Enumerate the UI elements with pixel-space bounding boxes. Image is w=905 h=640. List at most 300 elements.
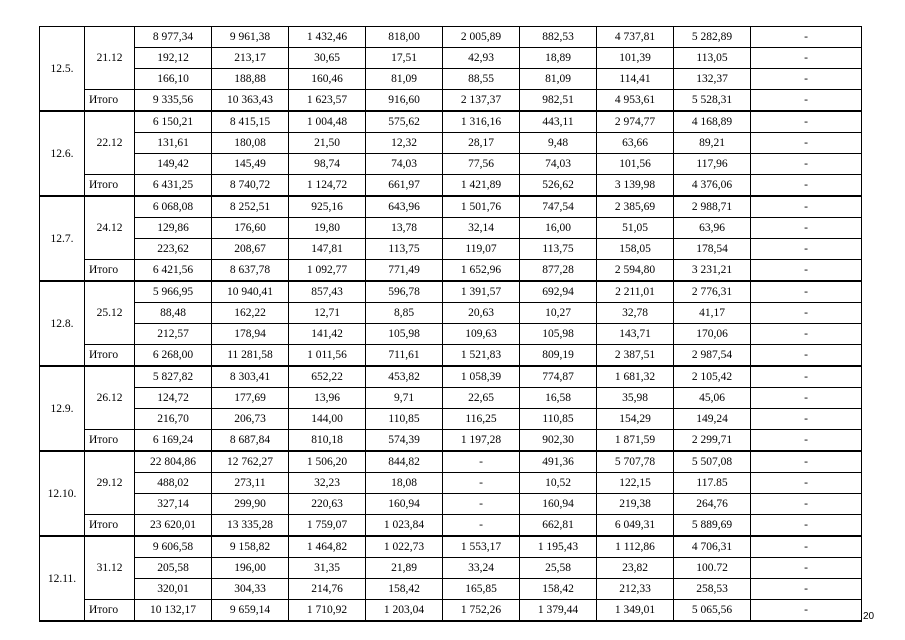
total-cell: 1 871,59 — [597, 430, 674, 452]
table-cell: 165,85 — [443, 579, 520, 600]
row-date: 29.12 — [85, 451, 135, 515]
table-cell: 98,74 — [289, 154, 366, 175]
table-cell: 1 464,82 — [289, 536, 366, 558]
table-cell: 88,48 — [135, 303, 212, 324]
total-cell: 1 023,84 — [366, 515, 443, 537]
total-cell: 4 376,06 — [674, 175, 751, 197]
table-row — [40, 473, 862, 494]
table-cell: 149,42 — [135, 154, 212, 175]
section-number: 12.11. — [40, 536, 85, 621]
table-cell: 32,14 — [443, 218, 520, 239]
total-cell: 1 124,72 — [289, 175, 366, 197]
table-cell: 110,85 — [520, 409, 597, 430]
table-cell: 114,41 — [597, 69, 674, 90]
table-cell: 23,82 — [597, 558, 674, 579]
table-cell: 264,76 — [674, 494, 751, 515]
table-cell: 299,90 — [212, 494, 289, 515]
table-cell: 19,80 — [289, 218, 366, 239]
table-row — [40, 409, 862, 430]
total-cell: 809,19 — [520, 345, 597, 367]
total-cell: 5 528,31 — [674, 90, 751, 112]
table-cell: 145,49 — [212, 154, 289, 175]
total-cell: 877,28 — [520, 260, 597, 282]
table-row — [40, 324, 862, 345]
section-number: 12.9. — [40, 366, 85, 451]
table-row — [40, 281, 862, 303]
total-cell: 1 092,77 — [289, 260, 366, 282]
data-table — [39, 26, 862, 622]
total-cell: 8 687,84 — [212, 430, 289, 452]
table-cell: 166,10 — [135, 69, 212, 90]
table-cell: 170,06 — [674, 324, 751, 345]
table-cell: 178,94 — [212, 324, 289, 345]
table-cell: 149,24 — [674, 409, 751, 430]
total-cell: - — [751, 260, 862, 282]
total-cell: 1 710,92 — [289, 600, 366, 622]
table-cell: 10,27 — [520, 303, 597, 324]
table-cell: - — [751, 196, 862, 218]
table-cell: 9,48 — [520, 133, 597, 154]
table-cell: 220,63 — [289, 494, 366, 515]
total-cell: 1 759,07 — [289, 515, 366, 537]
table-cell: 32,23 — [289, 473, 366, 494]
total-cell: - — [751, 430, 862, 452]
table-cell: - — [443, 494, 520, 515]
table-cell: 5 827,82 — [135, 366, 212, 388]
table-cell: 113,05 — [674, 48, 751, 69]
total-cell: 1 197,28 — [443, 430, 520, 452]
table-cell: 4 737,81 — [597, 27, 674, 48]
table-cell: 205,58 — [135, 558, 212, 579]
table-cell: 8 977,34 — [135, 27, 212, 48]
section-number: 12.8. — [40, 281, 85, 366]
table-cell: - — [751, 303, 862, 324]
total-cell: 2 594,80 — [597, 260, 674, 282]
table-cell: 213,17 — [212, 48, 289, 69]
table-cell: 13,78 — [366, 218, 443, 239]
table-cell: 747,54 — [520, 196, 597, 218]
table-cell: 28,17 — [443, 133, 520, 154]
table-cell: 20,63 — [443, 303, 520, 324]
table-cell: - — [751, 579, 862, 600]
table-cell: 4 706,31 — [674, 536, 751, 558]
table-row — [40, 303, 862, 324]
row-date: 21.12 — [85, 27, 135, 90]
table-cell: - — [751, 111, 862, 133]
total-cell: - — [443, 515, 520, 537]
table-row — [40, 196, 862, 218]
table-cell: 117.85 — [674, 473, 751, 494]
total-cell: 10 132,17 — [135, 600, 212, 622]
section-number: 12.6. — [40, 111, 85, 196]
table-row — [40, 218, 862, 239]
table-cell: 925,16 — [289, 196, 366, 218]
table-cell: 320,01 — [135, 579, 212, 600]
total-cell: 4 953,61 — [597, 90, 674, 112]
table-cell: 273,11 — [212, 473, 289, 494]
table-cell: 160,94 — [520, 494, 597, 515]
total-cell: 6 049,31 — [597, 515, 674, 537]
table-cell: 1 058,39 — [443, 366, 520, 388]
table-row — [40, 27, 862, 48]
table-cell: - — [751, 473, 862, 494]
total-row — [40, 430, 862, 452]
table-cell: 178,54 — [674, 239, 751, 260]
table-cell: 33,24 — [443, 558, 520, 579]
table-cell: 101,39 — [597, 48, 674, 69]
table-cell: 1 004,48 — [289, 111, 366, 133]
total-cell: 8 740,72 — [212, 175, 289, 197]
table-cell: 258,53 — [674, 579, 751, 600]
table-row — [40, 366, 862, 388]
table-cell: 30,65 — [289, 48, 366, 69]
total-label: Итого — [85, 175, 135, 197]
table-cell: 488,02 — [135, 473, 212, 494]
table-cell: 42,93 — [443, 48, 520, 69]
table-cell: 131,61 — [135, 133, 212, 154]
total-row — [40, 175, 862, 197]
table-row — [40, 154, 862, 175]
total-cell: 662,81 — [520, 515, 597, 537]
table-cell: 176,60 — [212, 218, 289, 239]
table-cell: - — [751, 494, 862, 515]
total-cell: 2 137,37 — [443, 90, 520, 112]
total-cell: 661,97 — [366, 175, 443, 197]
table-cell: 105,98 — [520, 324, 597, 345]
table-cell: - — [443, 451, 520, 473]
total-cell: - — [751, 515, 862, 537]
table-cell: - — [751, 366, 862, 388]
table-cell: 12,32 — [366, 133, 443, 154]
total-row — [40, 345, 862, 367]
table-cell: 223,62 — [135, 239, 212, 260]
table-cell: 844,82 — [366, 451, 443, 473]
table-row — [40, 48, 862, 69]
table-cell: 692,94 — [520, 281, 597, 303]
row-date: 22.12 — [85, 111, 135, 175]
table-cell: - — [751, 133, 862, 154]
table-cell: - — [751, 324, 862, 345]
total-cell: 1 203,04 — [366, 600, 443, 622]
section-number: 12.10. — [40, 451, 85, 536]
total-cell: 711,61 — [366, 345, 443, 367]
total-cell: 574,39 — [366, 430, 443, 452]
table-cell: 129,86 — [135, 218, 212, 239]
table-cell: 192,12 — [135, 48, 212, 69]
total-label: Итого — [85, 600, 135, 622]
table-cell: 2 105,42 — [674, 366, 751, 388]
total-label: Итого — [85, 515, 135, 537]
total-cell: 810,18 — [289, 430, 366, 452]
table-cell: 154,29 — [597, 409, 674, 430]
table-cell: 144,00 — [289, 409, 366, 430]
total-cell: 2 387,51 — [597, 345, 674, 367]
table-cell: 41,17 — [674, 303, 751, 324]
table-cell: 122,15 — [597, 473, 674, 494]
table-cell: 9 158,82 — [212, 536, 289, 558]
total-label: Итого — [85, 430, 135, 452]
table-cell: 18,89 — [520, 48, 597, 69]
table-cell: 2 776,31 — [674, 281, 751, 303]
table-cell: 4 168,89 — [674, 111, 751, 133]
total-cell: 1 421,89 — [443, 175, 520, 197]
table-cell: 16,58 — [520, 388, 597, 409]
table-cell: 643,96 — [366, 196, 443, 218]
table-cell: 214,76 — [289, 579, 366, 600]
table-cell: 8 415,15 — [212, 111, 289, 133]
table-cell: 8,85 — [366, 303, 443, 324]
table-cell: 160,94 — [366, 494, 443, 515]
total-row — [40, 600, 862, 622]
table-cell: 74,03 — [366, 154, 443, 175]
table-cell: 2 385,69 — [597, 196, 674, 218]
total-cell: 9 659,14 — [212, 600, 289, 622]
table-row — [40, 451, 862, 473]
table-cell: 10 940,41 — [212, 281, 289, 303]
table-cell: 6 150,21 — [135, 111, 212, 133]
total-label: Итого — [85, 260, 135, 282]
total-cell: 11 281,58 — [212, 345, 289, 367]
table-cell: 596,78 — [366, 281, 443, 303]
table-cell: 81,09 — [366, 69, 443, 90]
table-cell: 216,70 — [135, 409, 212, 430]
table-cell: - — [751, 69, 862, 90]
table-cell: 162,22 — [212, 303, 289, 324]
total-cell: - — [751, 600, 862, 622]
table-cell: 1 432,46 — [289, 27, 366, 48]
table-cell: 31,35 — [289, 558, 366, 579]
total-cell: 902,30 — [520, 430, 597, 452]
table-cell: - — [751, 558, 862, 579]
total-cell: - — [751, 90, 862, 112]
table-cell: 453,82 — [366, 366, 443, 388]
table-row — [40, 69, 862, 90]
table-cell: 160,46 — [289, 69, 366, 90]
table-cell: - — [751, 388, 862, 409]
table-cell: 180,08 — [212, 133, 289, 154]
table-cell: 208,67 — [212, 239, 289, 260]
table-cell: 443,11 — [520, 111, 597, 133]
total-cell: 3 231,21 — [674, 260, 751, 282]
table-cell: 9 606,58 — [135, 536, 212, 558]
table-cell: 45,06 — [674, 388, 751, 409]
table-cell: 63,66 — [597, 133, 674, 154]
table-cell: 196,00 — [212, 558, 289, 579]
table-cell: 857,43 — [289, 281, 366, 303]
table-cell: - — [751, 536, 862, 558]
table-cell: 575,62 — [366, 111, 443, 133]
row-date: 25.12 — [85, 281, 135, 345]
total-cell: 1 011,56 — [289, 345, 366, 367]
total-cell: 916,60 — [366, 90, 443, 112]
table-cell: 9 961,38 — [212, 27, 289, 48]
total-cell: 2 987,54 — [674, 345, 751, 367]
table-cell: 21,89 — [366, 558, 443, 579]
table-cell: 141,42 — [289, 324, 366, 345]
total-cell: 23 620,01 — [135, 515, 212, 537]
total-cell: 771,49 — [366, 260, 443, 282]
total-cell: 13 335,28 — [212, 515, 289, 537]
table-cell: 818,00 — [366, 27, 443, 48]
total-label: Итого — [85, 345, 135, 367]
table-cell: 5 966,95 — [135, 281, 212, 303]
table-cell: 35,98 — [597, 388, 674, 409]
table-cell: 113,75 — [366, 239, 443, 260]
table-cell: 2 005,89 — [443, 27, 520, 48]
table-cell: 188,88 — [212, 69, 289, 90]
table-cell: 5 707,78 — [597, 451, 674, 473]
table-cell: 5 282,89 — [674, 27, 751, 48]
total-cell: 982,51 — [520, 90, 597, 112]
table-row — [40, 111, 862, 133]
total-label: Итого — [85, 90, 135, 112]
table-cell: 491,36 — [520, 451, 597, 473]
row-date: 31.12 — [85, 536, 135, 600]
table-cell: 8 252,51 — [212, 196, 289, 218]
table-cell: 882,53 — [520, 27, 597, 48]
total-cell: 2 299,71 — [674, 430, 751, 452]
table-cell: - — [443, 473, 520, 494]
table-cell: 2 211,01 — [597, 281, 674, 303]
table-cell: 74,03 — [520, 154, 597, 175]
table-cell: 652,22 — [289, 366, 366, 388]
table-cell: 1 112,86 — [597, 536, 674, 558]
total-cell: 1 652,96 — [443, 260, 520, 282]
table-cell: 206,73 — [212, 409, 289, 430]
total-cell: 6 169,24 — [135, 430, 212, 452]
table-cell: - — [751, 281, 862, 303]
table-row — [40, 133, 862, 154]
total-row — [40, 260, 862, 282]
table-cell: 5 507,08 — [674, 451, 751, 473]
total-cell: 9 335,56 — [135, 90, 212, 112]
table-cell: 32,78 — [597, 303, 674, 324]
table-cell: 1 506,20 — [289, 451, 366, 473]
total-row — [40, 90, 862, 112]
table-row — [40, 536, 862, 558]
total-cell: - — [751, 345, 862, 367]
total-cell: 1 623,57 — [289, 90, 366, 112]
row-date: 26.12 — [85, 366, 135, 430]
table-cell: 109,63 — [443, 324, 520, 345]
table-cell: 158,05 — [597, 239, 674, 260]
table-cell: 119,07 — [443, 239, 520, 260]
table-row — [40, 579, 862, 600]
table-row — [40, 558, 862, 579]
table-cell: 2 974,77 — [597, 111, 674, 133]
table-cell: 10,52 — [520, 473, 597, 494]
table-cell: 143,71 — [597, 324, 674, 345]
table-cell: 116,25 — [443, 409, 520, 430]
table-cell: - — [751, 409, 862, 430]
table-cell: 9,71 — [366, 388, 443, 409]
total-cell: 1 379,44 — [520, 600, 597, 622]
table-cell: 22,65 — [443, 388, 520, 409]
total-cell: 6 421,56 — [135, 260, 212, 282]
table-cell: 158,42 — [366, 579, 443, 600]
table-cell: 21,50 — [289, 133, 366, 154]
page-number: 20 — [863, 611, 875, 622]
table-cell: 101,56 — [597, 154, 674, 175]
total-row — [40, 515, 862, 537]
table-cell: - — [751, 27, 862, 48]
table-cell: 113,75 — [520, 239, 597, 260]
table-cell: 100.72 — [674, 558, 751, 579]
table-cell: 1 022,73 — [366, 536, 443, 558]
table-cell: 8 303,41 — [212, 366, 289, 388]
table-cell: - — [751, 451, 862, 473]
total-cell: - — [751, 175, 862, 197]
table-cell: 63,96 — [674, 218, 751, 239]
table-cell: 212,57 — [135, 324, 212, 345]
table-cell: 219,38 — [597, 494, 674, 515]
total-cell: 6 268,00 — [135, 345, 212, 367]
table-cell: 1 195,43 — [520, 536, 597, 558]
table-cell: 81,09 — [520, 69, 597, 90]
section-number: 12.5. — [40, 27, 85, 112]
table-cell: 1 501,76 — [443, 196, 520, 218]
total-cell: 1 521,83 — [443, 345, 520, 367]
table-cell: 17,51 — [366, 48, 443, 69]
table-cell: 51,05 — [597, 218, 674, 239]
table-row — [40, 388, 862, 409]
table-cell: 304,33 — [212, 579, 289, 600]
table-cell: 25,58 — [520, 558, 597, 579]
table-cell: 212,33 — [597, 579, 674, 600]
table-cell: 110,85 — [366, 409, 443, 430]
total-cell: 526,62 — [520, 175, 597, 197]
table-cell: 77,56 — [443, 154, 520, 175]
table-cell: 1 316,16 — [443, 111, 520, 133]
table-cell: 88,55 — [443, 69, 520, 90]
table-cell: 12 762,27 — [212, 451, 289, 473]
table-cell: 1 681,32 — [597, 366, 674, 388]
total-cell: 1 752,26 — [443, 600, 520, 622]
table-cell: - — [751, 154, 862, 175]
table-cell: 327,14 — [135, 494, 212, 515]
table-cell: 12,71 — [289, 303, 366, 324]
total-cell: 3 139,98 — [597, 175, 674, 197]
row-date: 24.12 — [85, 196, 135, 260]
section-number: 12.7. — [40, 196, 85, 281]
table-row — [40, 239, 862, 260]
table-cell: - — [751, 239, 862, 260]
table-cell: 1 553,17 — [443, 536, 520, 558]
total-cell: 5 065,56 — [674, 600, 751, 622]
table-cell: 105,98 — [366, 324, 443, 345]
table-cell: 147,81 — [289, 239, 366, 260]
table-cell: - — [751, 218, 862, 239]
total-cell: 5 889,69 — [674, 515, 751, 537]
table-cell: 158,42 — [520, 579, 597, 600]
table-cell: 16,00 — [520, 218, 597, 239]
table-cell: 177,69 — [212, 388, 289, 409]
table-cell: 124,72 — [135, 388, 212, 409]
total-cell: 10 363,43 — [212, 90, 289, 112]
table-cell: 89,21 — [674, 133, 751, 154]
total-cell: 1 349,01 — [597, 600, 674, 622]
table-cell: - — [751, 48, 862, 69]
table-cell: 22 804,86 — [135, 451, 212, 473]
table-cell: 117,96 — [674, 154, 751, 175]
table-cell: 132,37 — [674, 69, 751, 90]
table-cell: 13,96 — [289, 388, 366, 409]
table-cell: 1 391,57 — [443, 281, 520, 303]
total-cell: 6 431,25 — [135, 175, 212, 197]
table-row — [40, 494, 862, 515]
table-cell: 6 068,08 — [135, 196, 212, 218]
table-cell: 2 988,71 — [674, 196, 751, 218]
